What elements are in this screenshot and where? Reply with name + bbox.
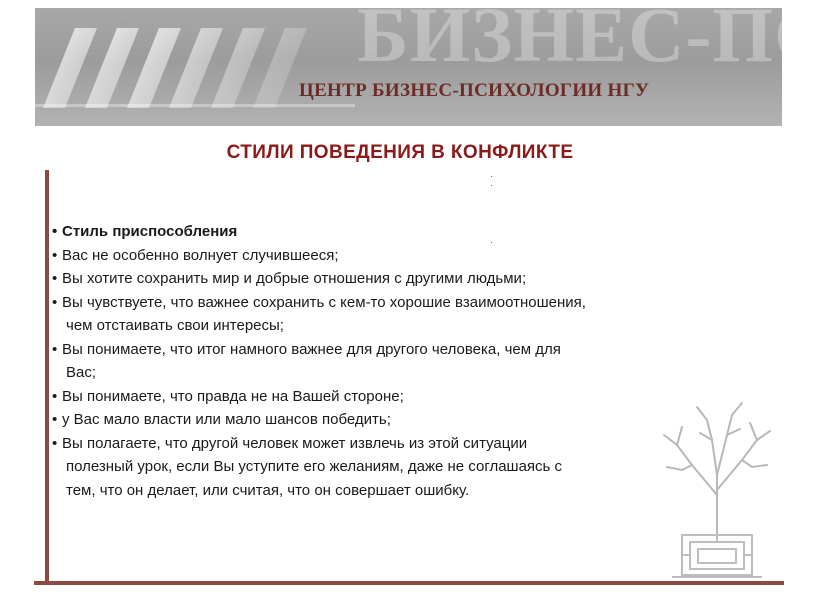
- list-item-continuation: полезный урок, если Вы уступите его желаниям, даже не соглашаясь с: [66, 458, 563, 475]
- list-item: • Вы хотите сохранить мир и добрые отношения с другими людьми;: [52, 267, 787, 291]
- stylized-block-logo-icon: [35, 8, 355, 126]
- content-list: [52, 220, 787, 502]
- list-item-continuation: тем, что он делает, или считая, что он совершает ошибку.: [66, 481, 470, 499]
- header-watermark: БИЗНЕС-ПС: [357, 0, 831, 78]
- stray-dot: ·: [490, 180, 494, 191]
- list-item-continuation: Вас;: [66, 364, 97, 381]
- list-item: • Вы понимаете, что итог намного важнее для другого человека, чем для: [52, 338, 787, 362]
- list-item: • у Вас мало власти или мало шансов победить;: [52, 408, 787, 432]
- list-item: • Вы понимаете, что правда не на Вашей стороне;: [52, 385, 787, 409]
- list-item: • Вас не особенно волнует случившееся;: [52, 244, 787, 268]
- list-item: • Вы чувствуете, что важнее сохранить с кем-то хорошие взаимоотношения,: [52, 291, 787, 315]
- list-item-continuation: чем отстаивать свои интересы;: [66, 317, 284, 334]
- stray-dot: ·: [490, 237, 494, 248]
- slide-title: СТИЛИ ПОВЕДЕНИЯ В КОНФЛИКТЕ: [226, 142, 574, 163]
- stray-dot: ·: [490, 171, 494, 182]
- bottom-rule: [34, 581, 784, 585]
- org-name: ЦЕНТР БИЗНЕС-ПСИХОЛОГИИ НГУ: [299, 80, 650, 101]
- header-band: [35, 0, 831, 126]
- list-heading: • Стиль приспособления: [52, 220, 787, 244]
- left-vertical-rule: [45, 170, 49, 585]
- list-item: • Вы полагаете, что другой человек может извлечь из этой ситуации: [52, 432, 787, 456]
